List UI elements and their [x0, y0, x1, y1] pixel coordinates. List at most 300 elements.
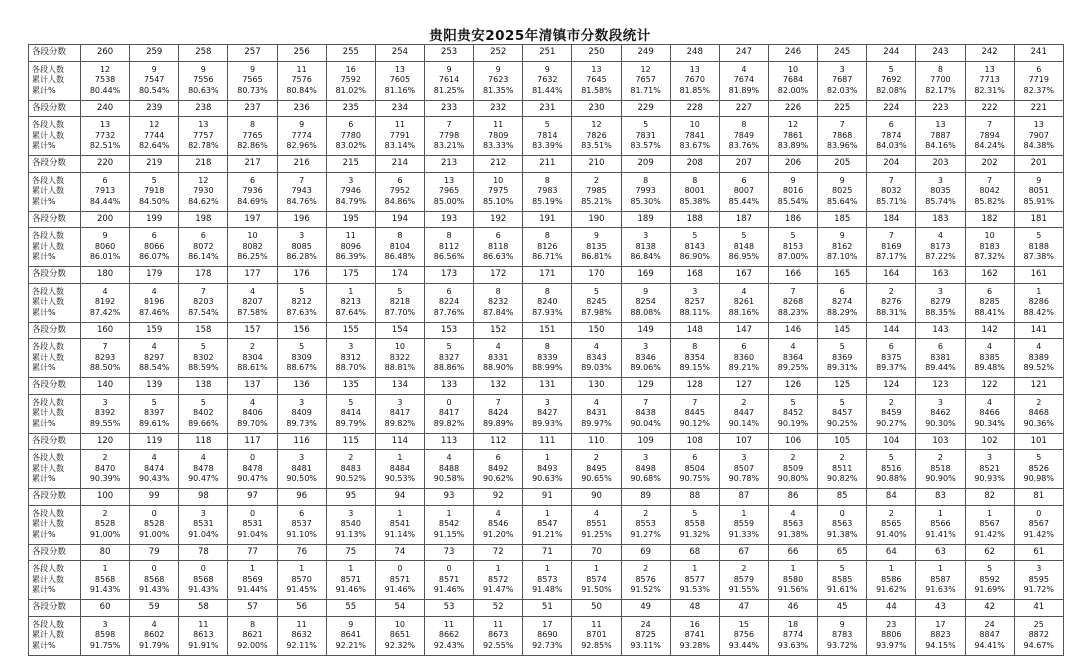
- score-cell: 211: [523, 156, 572, 173]
- stats-label-cell: [29, 505, 81, 544]
- score-cell: 191: [523, 211, 572, 228]
- counts-value: 5: [544, 120, 550, 130]
- score-cell: 255: [326, 45, 375, 62]
- percent-value: 87.63%: [286, 307, 317, 317]
- percent-value: 81.71%: [630, 85, 661, 95]
- percent-value: 89.25%: [777, 363, 809, 373]
- cumulative-value: 8495: [586, 463, 607, 473]
- percent-value: 84.03%: [876, 141, 907, 151]
- cumulative-value: 8438: [635, 408, 656, 418]
- counts-value: 3: [348, 508, 354, 518]
- counts-value: 7: [200, 286, 206, 296]
- cumulative-value: 8587: [930, 574, 951, 584]
- score-cell: 240: [81, 100, 130, 117]
- cumulative-value: 7913: [94, 186, 116, 196]
- score-cell: 168: [670, 267, 719, 284]
- counts-value: 11: [345, 231, 356, 241]
- stats-cell: [228, 283, 277, 322]
- cumulative-value: 8470: [94, 463, 116, 473]
- percent-value: 86.71%: [532, 252, 563, 262]
- stats-cell: [621, 394, 670, 433]
- stats-cell: [670, 616, 719, 655]
- percent-value: 83.57%: [630, 141, 661, 151]
- counts-value: 8: [446, 231, 452, 241]
- cumulative-value: 8586: [881, 574, 902, 584]
- cumulative-value: 8632: [291, 630, 312, 640]
- stats-label-cell: [29, 172, 81, 211]
- score-cell: 55: [326, 600, 375, 617]
- stats-cell: [768, 228, 817, 267]
- cumulative-value: 7674: [733, 75, 755, 85]
- percent-value: 89.61%: [138, 418, 170, 428]
- counts-value: 6: [348, 120, 354, 130]
- count-label: 各段人数: [32, 231, 64, 241]
- score-cell: 218: [179, 156, 228, 173]
- percent-value: 85.64%: [826, 196, 858, 206]
- cumulative-value: 8297: [144, 352, 165, 362]
- percent-value: 83.96%: [826, 141, 858, 151]
- score-cell: 213: [424, 156, 473, 173]
- cumulative-value: 7952: [389, 186, 411, 196]
- score-label: 各段分数: [29, 544, 81, 561]
- stats-cell: [277, 394, 326, 433]
- percent-value: 90.25%: [826, 418, 858, 428]
- counts-value: 4: [790, 342, 796, 352]
- cumulative-value: 8112: [438, 241, 460, 251]
- counts-value: 2: [593, 175, 600, 185]
- score-cell: 243: [916, 45, 965, 62]
- score-cell: 207: [719, 156, 768, 173]
- counts-value: 2: [839, 453, 845, 463]
- counts-value: 10: [394, 619, 405, 629]
- stats-cell: [670, 172, 719, 211]
- counts-value: 7: [692, 397, 698, 407]
- cumulative-value: 8424: [488, 408, 509, 418]
- score-cell: 135: [326, 378, 375, 395]
- score-cell: 169: [621, 267, 670, 284]
- score-cell: 91: [523, 489, 572, 506]
- score-cell: 42: [965, 600, 1014, 617]
- counts-value: 5: [200, 342, 206, 352]
- score-cell: 54: [375, 600, 424, 617]
- cumulative-value: 8595: [1028, 574, 1049, 584]
- cumulative-value: 8823: [930, 630, 951, 640]
- stats-cell: [818, 172, 867, 211]
- stats-cell: [130, 61, 179, 100]
- cumulative-value: 7946: [340, 186, 361, 196]
- stats-cell: [179, 394, 228, 433]
- counts-value: 7: [987, 175, 993, 185]
- stats-cell: [768, 394, 817, 433]
- cumulative-label: 累计人数: [32, 408, 64, 418]
- score-cell: 155: [326, 322, 375, 339]
- percent-value: 85.38%: [679, 196, 711, 206]
- counts-value: 5: [151, 175, 157, 185]
- count-label: 各段人数: [32, 508, 64, 518]
- score-cell: 209: [621, 156, 670, 173]
- counts-value: 2: [741, 564, 747, 574]
- cumulative-value: 8406: [242, 408, 263, 418]
- stats-cell: [277, 616, 326, 655]
- score-header-row: [29, 378, 1064, 395]
- score-cell: 84: [867, 489, 916, 506]
- stats-cell: [867, 450, 916, 489]
- counts-value: 18: [787, 619, 799, 629]
- score-cell: 216: [277, 156, 326, 173]
- stats-row: [29, 228, 1064, 267]
- counts-value: 3: [643, 342, 649, 352]
- percent-value: 81.89%: [728, 85, 760, 95]
- counts-value: 4: [151, 619, 157, 629]
- percent-value: 90.39%: [89, 474, 121, 484]
- cumulative-value: 8431: [586, 408, 607, 418]
- stats-cell: [375, 172, 424, 211]
- score-cell: 242: [965, 45, 1014, 62]
- counts-value: 9: [790, 175, 796, 185]
- percent-value: 91.47%: [482, 585, 514, 595]
- score-cell: 58: [179, 600, 228, 617]
- counts-value: 6: [446, 286, 452, 296]
- score-cell: 62: [965, 544, 1014, 561]
- counts-value: 0: [200, 564, 206, 574]
- stats-cell: [326, 505, 375, 544]
- counts-value: 11: [198, 619, 209, 629]
- score-cell: 75: [326, 544, 375, 561]
- cumulative-value: 8104: [389, 241, 411, 251]
- stats-cell: [965, 228, 1014, 267]
- cumulative-value: 8072: [193, 241, 214, 251]
- counts-value: 5: [1036, 453, 1042, 463]
- stats-cell: [277, 339, 326, 378]
- cumulative-value: 8414: [340, 408, 361, 418]
- stats-row: [29, 450, 1064, 489]
- counts-value: 9: [1036, 175, 1042, 185]
- score-cell: 251: [523, 45, 572, 62]
- percent-value: 85.10%: [482, 196, 514, 206]
- stats-cell: [1014, 61, 1063, 100]
- cumulative-value: 7556: [193, 75, 214, 85]
- score-cell: 119: [130, 433, 179, 450]
- counts-value: 10: [394, 342, 405, 352]
- percent-value: 84.79%: [335, 196, 367, 206]
- score-cell: 179: [130, 267, 179, 284]
- stats-cell: [965, 283, 1014, 322]
- cumulative-value: 7826: [586, 130, 607, 140]
- percent-value: 91.46%: [433, 585, 465, 595]
- percent-value: 89.55%: [89, 418, 121, 428]
- cumulative-value: 8322: [389, 352, 411, 362]
- stats-cell: [375, 561, 424, 600]
- cumulative-value: 8274: [832, 297, 853, 307]
- score-cell: 88: [670, 489, 719, 506]
- percent-value: 91.41%: [925, 529, 956, 539]
- count-label: 各段人数: [32, 64, 64, 74]
- cumulative-value: 8135: [586, 241, 607, 251]
- cumulative-value: 8304: [242, 352, 263, 362]
- counts-value: 5: [790, 231, 796, 241]
- cumulative-value: 8312: [340, 352, 361, 362]
- counts-value: 3: [643, 231, 649, 241]
- counts-value: 10: [787, 64, 799, 74]
- cumulative-value: 7841: [684, 130, 705, 140]
- percent-value: 91.43%: [89, 585, 121, 595]
- cumulative-value: 8331: [488, 352, 509, 362]
- stats-cell: [277, 61, 326, 100]
- percent-value: 91.43%: [138, 585, 170, 595]
- stats-row: [29, 505, 1064, 544]
- counts-value: 1: [299, 564, 305, 574]
- stats-cell: [916, 117, 965, 156]
- stats-cell: [326, 228, 375, 267]
- stats-cell: [228, 61, 277, 100]
- counts-value: 17: [935, 619, 946, 629]
- counts-value: 13: [198, 120, 209, 130]
- stats-cell: [965, 561, 1014, 600]
- stats-cell: [1014, 394, 1063, 433]
- cumulative-value: 8173: [930, 241, 951, 251]
- percent-value: 87.42%: [89, 307, 121, 317]
- cumulative-value: 8001: [684, 186, 705, 196]
- stats-row: [29, 339, 1064, 378]
- stats-cell: [326, 450, 375, 489]
- percent-value: 91.04%: [237, 529, 268, 539]
- percent-value: 84.76%: [286, 196, 317, 206]
- percent-value: 91.25%: [581, 529, 612, 539]
- cumulative-value: 8558: [684, 519, 705, 529]
- percent-value: 88.81%: [384, 363, 416, 373]
- counts-value: 12: [787, 120, 799, 130]
- counts-value: 8: [692, 175, 698, 185]
- cumulative-value: 8806: [881, 630, 902, 640]
- score-cell: 229: [621, 100, 670, 117]
- score-cell: 153: [424, 322, 473, 339]
- score-label: 各段分数: [29, 378, 81, 395]
- percent-value: 82.08%: [876, 85, 907, 95]
- counts-value: 13: [99, 120, 111, 130]
- score-cell: 46: [768, 600, 817, 617]
- count-label: 各段人数: [32, 453, 64, 463]
- counts-value: 3: [348, 175, 354, 185]
- counts-value: 6: [987, 286, 993, 296]
- score-cell: 158: [179, 322, 228, 339]
- stats-cell: [277, 172, 326, 211]
- stats-cell: [179, 61, 228, 100]
- counts-value: 16: [689, 619, 700, 629]
- percent-value: 91.15%: [433, 529, 465, 539]
- stats-cell: [424, 339, 473, 378]
- cumulative-value: 8572: [488, 574, 509, 584]
- counts-value: 7: [839, 120, 845, 130]
- cumulative-value: 8741: [684, 630, 705, 640]
- percent-value: 84.44%: [89, 196, 121, 206]
- counts-value: 7: [102, 342, 108, 352]
- cumulative-value: 8511: [832, 463, 853, 473]
- counts-value: 8: [937, 64, 943, 74]
- percent-value: 92.32%: [384, 640, 416, 650]
- score-cell: 92: [474, 489, 523, 506]
- stats-cell: [867, 228, 916, 267]
- stats-cell: [867, 616, 916, 655]
- score-cell: 86: [768, 489, 817, 506]
- stats-cell: [916, 283, 965, 322]
- percent-value: 85.00%: [433, 196, 465, 206]
- percent-value: 91.52%: [630, 585, 661, 595]
- stats-cell: [1014, 172, 1063, 211]
- stats-row: [29, 561, 1064, 600]
- percent-value: 81.16%: [384, 85, 416, 95]
- stats-cell: [81, 561, 130, 600]
- percent-value: 80.44%: [89, 85, 121, 95]
- score-cell: 104: [867, 433, 916, 450]
- counts-value: 6: [888, 120, 894, 130]
- percent-value: 80.84%: [286, 85, 317, 95]
- score-cell: 79: [130, 544, 179, 561]
- score-cell: 204: [867, 156, 916, 173]
- cumulative-value: 8662: [438, 630, 460, 640]
- score-cell: 127: [719, 378, 768, 395]
- stats-cell: [965, 450, 1014, 489]
- percent-value: 90.43%: [138, 474, 170, 484]
- stats-cell: [523, 505, 572, 544]
- counts-value: 5: [643, 120, 649, 130]
- counts-value: 5: [839, 342, 845, 352]
- percent-value: 87.76%: [433, 307, 465, 317]
- stats-cell: [916, 450, 965, 489]
- score-label: 各段分数: [29, 211, 81, 228]
- stats-cell: [916, 505, 965, 544]
- counts-value: 5: [839, 397, 845, 407]
- stats-cell: [818, 616, 867, 655]
- percent-value: 88.23%: [777, 307, 809, 317]
- score-cell: 96: [277, 489, 326, 506]
- cumulative-value: 7930: [193, 186, 214, 196]
- percent-value: 94.15%: [925, 640, 956, 650]
- score-cell: 138: [179, 378, 228, 395]
- stats-cell: [474, 228, 523, 267]
- percent-value: 89.79%: [335, 418, 367, 428]
- stats-cell: [719, 339, 768, 378]
- cumulative-value: 7592: [340, 75, 361, 85]
- score-cell: 206: [768, 156, 817, 173]
- cumulative-value: 8183: [979, 241, 1000, 251]
- score-cell: 47: [719, 600, 768, 617]
- stats-cell: [670, 394, 719, 433]
- score-cell: 63: [916, 544, 965, 561]
- score-cell: 248: [670, 45, 719, 62]
- counts-value: 1: [937, 508, 943, 518]
- percent-value: 88.16%: [728, 307, 760, 317]
- cumulative-value: 8452: [782, 408, 804, 418]
- stats-cell: [523, 394, 572, 433]
- score-cell: 101: [1014, 433, 1063, 450]
- cumulative-value: 8240: [537, 297, 558, 307]
- score-cell: 178: [179, 267, 228, 284]
- counts-value: 4: [790, 508, 796, 518]
- percent-value: 88.08%: [630, 307, 661, 317]
- stats-cell: [523, 561, 572, 600]
- score-cell: 71: [523, 544, 572, 561]
- score-cell: 182: [965, 211, 1014, 228]
- stats-cell: [474, 283, 523, 322]
- score-cell: 70: [572, 544, 621, 561]
- cumulative-value: 7719: [1028, 75, 1049, 85]
- stats-cell: [179, 117, 228, 156]
- percent-value: 93.97%: [876, 640, 907, 650]
- percent-value: 91.75%: [89, 640, 121, 650]
- stats-cell: [818, 228, 867, 267]
- cumulative-value: 8507: [733, 463, 755, 473]
- score-cell: 205: [818, 156, 867, 173]
- counts-value: 11: [394, 120, 405, 130]
- percent-value: 83.89%: [777, 141, 809, 151]
- score-cell: 215: [326, 156, 375, 173]
- counts-value: 2: [741, 397, 747, 407]
- counts-value: 3: [299, 453, 305, 463]
- percent-value: 90.82%: [826, 474, 858, 484]
- stats-cell: [424, 61, 473, 100]
- stats-row: [29, 283, 1064, 322]
- stats-cell: [326, 117, 375, 156]
- counts-value: 4: [987, 397, 993, 407]
- score-cell: 133: [424, 378, 473, 395]
- percent-value: 83.33%: [482, 141, 514, 151]
- cumulative-value: 8528: [94, 519, 116, 529]
- counts-value: 6: [495, 231, 501, 241]
- cumulative-value: 8488: [438, 463, 460, 473]
- score-cell: 237: [228, 100, 277, 117]
- score-cell: 194: [375, 211, 424, 228]
- counts-value: 3: [839, 64, 845, 74]
- stats-cell: [81, 505, 130, 544]
- counts-value: 1: [692, 564, 698, 574]
- counts-value: 1: [1036, 286, 1042, 296]
- counts-value: 9: [151, 64, 157, 74]
- percent-value: 85.19%: [532, 196, 563, 206]
- score-cell: 197: [228, 211, 277, 228]
- score-label: 各段分数: [29, 45, 81, 62]
- stats-cell: [670, 339, 719, 378]
- percent-value: 82.31%: [974, 85, 1005, 95]
- counts-value: 3: [397, 397, 403, 407]
- stats-cell: [768, 61, 817, 100]
- cumulative-value: 7687: [832, 75, 853, 85]
- score-cell: 140: [81, 378, 130, 395]
- stats-cell: [326, 339, 375, 378]
- cumulative-value: 8566: [930, 519, 951, 529]
- stats-cell: [130, 117, 179, 156]
- cumulative-label: 累计人数: [32, 130, 64, 140]
- stats-cell: [572, 339, 621, 378]
- percent-value: 90.93%: [974, 474, 1005, 484]
- score-cell: 214: [375, 156, 424, 173]
- counts-value: 13: [443, 175, 455, 185]
- cumulative-value: 8254: [635, 297, 656, 307]
- percent-value: 90.47%: [188, 474, 219, 484]
- counts-value: 5: [692, 231, 698, 241]
- stats-cell: [1014, 228, 1063, 267]
- score-cell: 190: [572, 211, 621, 228]
- cumulative-value: 8492: [488, 463, 509, 473]
- percent-value: 90.68%: [630, 474, 661, 484]
- score-cell: 186: [768, 211, 817, 228]
- counts-value: 6: [937, 342, 943, 352]
- stats-cell: [326, 61, 375, 100]
- counts-value: 0: [249, 453, 256, 463]
- stats-cell: [818, 339, 867, 378]
- percent-value: 91.91%: [188, 640, 219, 650]
- score-cell: 45: [818, 600, 867, 617]
- cumulative-value: 8381: [930, 352, 951, 362]
